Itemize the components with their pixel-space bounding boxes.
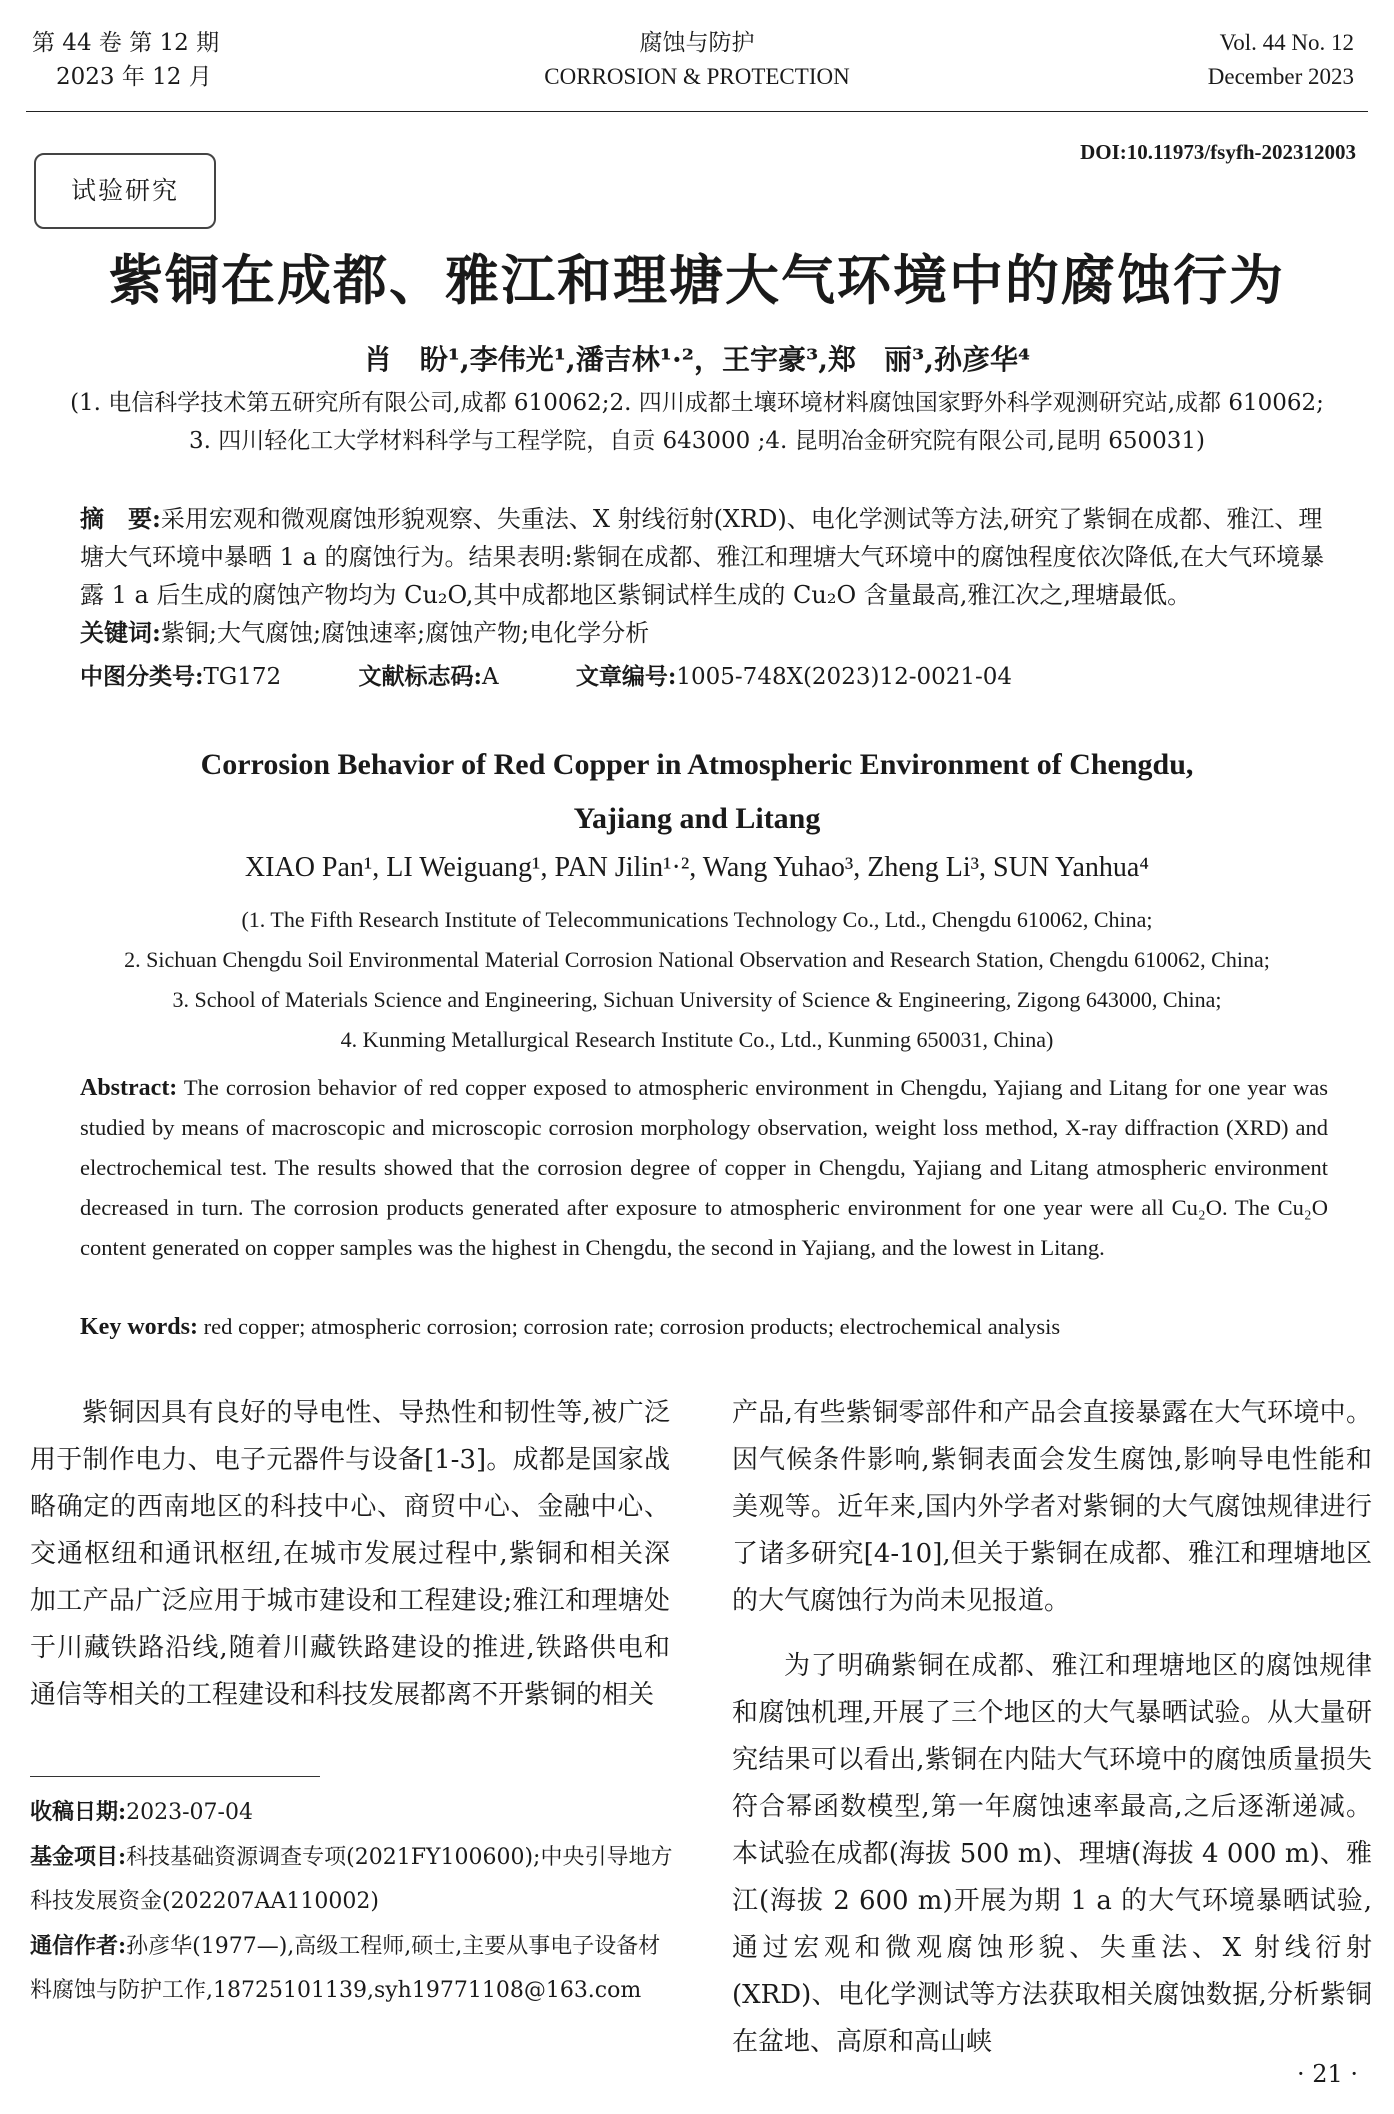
title-en-line: Corrosion Behavior of Red Copper in Atmospheric Environment of Chengdu, (200, 748, 1194, 781)
article-id-label: 文章编号: (575, 663, 677, 690)
affiliation-zh-line: 3. 四川轻化工大学材料科学与工程学院，自贡 643000 ;4. 昆明冶金研究院有限公司,昆明 650031) (188, 428, 1206, 454)
journal-name-en: CORROSION & PROTECTION (544, 64, 850, 89)
corr-value: 孙彦华(1977—),高级工程师,硕士,主要从事电子设备材料腐蚀与防护工作,18725101139,syh19771108@163.com (30, 1934, 661, 2003)
abstract-zh (80, 500, 1334, 652)
abstract-en (80, 1068, 1328, 1268)
received-date (30, 1790, 675, 1835)
keywords-zh (80, 614, 1334, 652)
footnote-divider (30, 1776, 320, 1777)
keywords-en (80, 1314, 1060, 1341)
keywords-en-label: Key words: (80, 1314, 198, 1340)
received-label: 收稿日期: (30, 1799, 127, 1825)
header-divider (26, 111, 1368, 112)
corresponding-author (30, 1924, 675, 2013)
affiliation-en-line: (1. The Fifth Research Institute of Telecommunications Technology Co., Ltd., Chengdu 610062, China; (241, 907, 1153, 932)
fund-label: 基金项目: (30, 1844, 127, 1870)
title-en-line: Yajiang and Litang (573, 802, 821, 835)
affiliation-zh-line: (1. 电信科学技术第五研究所有限公司,成都 610062;2. 四川成都土壤环境材料腐蚀国家野外科学观测研究站,成都 610062; (70, 390, 1324, 416)
body-paragraph: 紫铜因具有良好的导电性、导热性和韧性等,被广泛用于制作电力、电子元器件与设备[1-3]。成都是国家战略确定的西南地区的科技中心、商贸中心、金融中心、交通枢纽和通讯枢纽,在城市发展过程中,紫铜和相关深加工产品广泛应用于城市建设和工程建设;雅江和理塘处于川藏铁路沿线,随着川藏铁路建设的推进,铁路供电和通信等相关的工程建设和科技发展都离不开紫铜的相关 (30, 1398, 670, 1710)
keywords-en-text: red copper; atmospheric corrosion; corrosion rate; corrosion products; electrochemical analysis (203, 1314, 1061, 1339)
affiliation-en-line: 4. Kunming Metallurgical Research Institute Co., Ltd., Kunming 650031, China) (340, 1027, 1054, 1052)
section-tag: 试验研究 (34, 153, 216, 229)
journal-name-zh: 腐蚀与防护 (639, 30, 755, 56)
affiliations-en (0, 900, 1394, 1060)
abstract-en-label: Abstract: (80, 1075, 178, 1101)
authors-zh: 肖 盼¹,李伟光¹,潘吉林¹·²，王宇豪³,郑 丽³,孙彦华⁴ (363, 343, 1031, 376)
abstract-zh-text: 采用宏观和微观腐蚀形貌观察、失重法、X 射线衍射(XRD)、电化学测试等方法,研究了紫铜在成都、雅江、理塘大气环境中暴晒 1 a 的腐蚀行为。结果表明:紫铜在成都、雅江和理塘大气环境中的腐蚀程度依次降低,在大气环境暴露 1 a 后生成的腐蚀产物均为 Cu₂O,其中成都地区紫铜试样生成的 Cu₂O 含量最高,雅江次之,理塘最低。 (80, 505, 1325, 609)
abstract-zh-label: 摘 要: (80, 504, 161, 533)
keywords-zh-label: 关键词: (80, 618, 161, 647)
keywords-zh-text: 紫铜;大气腐蚀;腐蚀速率;腐蚀产物;电化学分析 (160, 619, 650, 647)
received-value: 2023-07-04 (126, 1800, 253, 1825)
footnotes (30, 1790, 675, 2013)
clc-value: TG172 (203, 664, 282, 690)
clc-label: 中图分类号: (80, 663, 204, 690)
body-column-left (30, 1390, 670, 1719)
date-line-en: December 2023 (1207, 64, 1354, 89)
doc-code-value: A (481, 664, 499, 690)
article-title-en (0, 738, 1394, 846)
page-number: · 21 · (1296, 2060, 1358, 2088)
classification-row (80, 658, 1082, 691)
volume-issue-line: 第 44 卷 第 12 期 (32, 30, 220, 56)
journal-name (0, 26, 1394, 94)
body-paragraph: 为了明确紫铜在成都、雅江和理塘地区的腐蚀规律和腐蚀机理,开展了三个地区的大气暴晒试验。从大量研究结果可以看出,紫铜在内陆大气环境中的腐蚀质量损失符合幂函数模型,第一年腐蚀速率最高,之后逐渐递减。本试验在成都(海拔 500 m)、理塘(海拔 4 000 m)、雅江(海拔 2 600 m)开展为期 1 a 的大气环境暴晒试验,通过宏观和微观腐蚀形貌、失重法、X 射线衍射(XRD)、电化学测试等方法获取相关腐蚀数据,分析紫铜在盆地、高原和高山峡 (732, 1651, 1372, 2057)
fund-info (30, 1835, 675, 1924)
date-line-zh: 2023 年 12 月 (56, 64, 212, 90)
affiliation-en-line: 2. Sichuan Chengdu Soil Environmental Material Corrosion National Observation and Research Station, Chengdu 610062, China; (124, 947, 1270, 972)
article-title-zh: 紫铜在成都、雅江和理塘大气环境中的腐蚀行为 (109, 249, 1285, 312)
affiliations-zh (20, 384, 1374, 460)
corr-label: 通信作者: (30, 1933, 127, 1959)
authors-en: XIAO Pan¹, LI Weiguang¹, PAN Jilin¹·², Wang Yuhao³, Zheng Li³, SUN Yanhua⁴ (244, 852, 1150, 883)
doc-code-label: 文献标志码: (358, 663, 482, 690)
vol-no-line: Vol. 44 No. 12 (1219, 30, 1354, 55)
abstract-en-text: The corrosion behavior of red copper exposed to atmospheric environment in Chengdu, Yajiang and Litang for one year was studied by means of macroscopic and microscopic corrosion morphology observation, weight loss method, X-ray diffraction (XRD) and electrochemical test. The results showed that the corrosion degree of copper in Chengdu, Yajiang and Litang atmospheric environment decreased in turn. The corrosion products generated after exposure to atmospheric environment for one year were all Cu₂O. The Cu₂O content generated on copper samples was the highest in Chengdu, the second in Yajiang, and the lowest in Litang. (80, 1075, 1328, 1260)
doi: DOI:10.11973/fsyfh-202312003 (1080, 140, 1356, 164)
affiliation-en-line: 3. School of Materials Science and Engineering, Sichuan University of Science & Engineering, Zigong 643000, China; (172, 987, 1222, 1012)
fund-value: 科技基础资源调查专项(2021FY100600);中央引导地方科技发展资金(202207AA110002) (30, 1845, 673, 1914)
journal-vol-en (1208, 26, 1354, 94)
body-paragraph: 产品,有些紫铜零部件和产品会直接暴露在大气环境中。因气候条件影响,紫铜表面会发生腐蚀,影响导电性能和美观等。近年来,国内外学者对紫铜的大气腐蚀规律进行了诸多研究[4-10],但关于紫铜在成都、雅江和理塘地区的大气腐蚀行为尚未见报道。 (732, 1398, 1372, 1616)
body-column-right (732, 1390, 1372, 2066)
article-id-value: 1005-748X(2023)12-0021-04 (676, 664, 1013, 690)
